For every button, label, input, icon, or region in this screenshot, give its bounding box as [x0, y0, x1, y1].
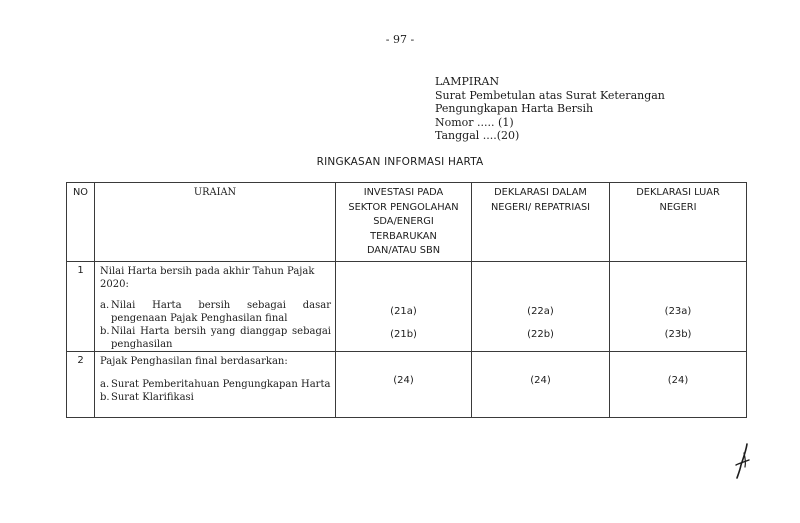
document-title: RINGKASAN INFORMASI HARTA — [316, 156, 484, 168]
list-item: b. Nilai Harta bersih yang dianggap sebagai penghasilan — [100, 326, 331, 350]
row-number: 1 — [67, 262, 95, 352]
header-deklarasi-dalam-negeri: DEKLARASI DALAM NEGERI/ REPATRIASI — [472, 183, 610, 262]
dalam-negeri-values — [472, 352, 610, 418]
field-ref-24: (24) — [667, 375, 689, 386]
attachment-subject-line-1: Surat Pembetulan atas Surat Keterangan — [435, 88, 665, 102]
luar-negeri-values — [610, 352, 747, 418]
signature-initial — [733, 443, 755, 479]
row-lead-text: Nilai Harta bersih pada akhir Tahun Pajak 2020: — [100, 266, 315, 290]
header-deklarasi-luar-negeri: DEKLARASI LUAR NEGERI — [610, 183, 747, 262]
list-item: a. Surat Pemberitahuan Pengungkapan Harta — [100, 379, 331, 390]
asset-summary-table — [66, 182, 747, 418]
field-ref-22b: (22b) — [527, 329, 554, 340]
table-header-row — [67, 183, 747, 262]
field-ref-24: (24) — [530, 375, 551, 386]
row-description — [95, 262, 336, 352]
field-ref-23b: (23b) — [664, 329, 692, 340]
table-row — [67, 262, 747, 352]
field-ref-24: (24) — [393, 375, 414, 386]
investasi-values — [336, 352, 472, 418]
table-row — [67, 352, 747, 418]
attachment-number: Nomor ..... (1) — [435, 115, 514, 129]
investasi-values — [336, 262, 472, 352]
page-number: - 97 - — [385, 33, 415, 46]
row-lead-text: Pajak Penghasilan final berdasarkan: — [100, 356, 288, 367]
list-item: a. Nilai Harta bersih sebagai dasar pengenaan Pajak Penghasilan final — [100, 300, 331, 324]
field-ref-23a: (23a) — [664, 306, 692, 317]
header-uraian: URAIAN — [95, 183, 336, 262]
dalam-negeri-values — [472, 262, 610, 352]
field-ref-21a: (21a) — [390, 306, 417, 317]
attachment-subject-line-2: Pengungkapan Harta Bersih — [435, 102, 594, 115]
attachment-date: Tanggal ....(20) — [435, 129, 520, 142]
field-ref-21b: (21b) — [390, 329, 417, 340]
header-no: NO — [67, 183, 95, 262]
row-description — [95, 352, 336, 418]
list-item: b. Surat Klarifikasi — [100, 392, 194, 403]
attachment-heading: LAMPIRAN — [435, 75, 500, 88]
row-number: 2 — [67, 352, 95, 418]
field-ref-22a: (22a) — [527, 306, 554, 317]
header-investasi: INVESTASI PADA SEKTOR PENGOLAHAN SDA/ENERGI TERBARUKAN DAN/ATAU SBN — [336, 183, 472, 262]
luar-negeri-values — [610, 262, 747, 352]
attachment-header — [435, 75, 665, 143]
